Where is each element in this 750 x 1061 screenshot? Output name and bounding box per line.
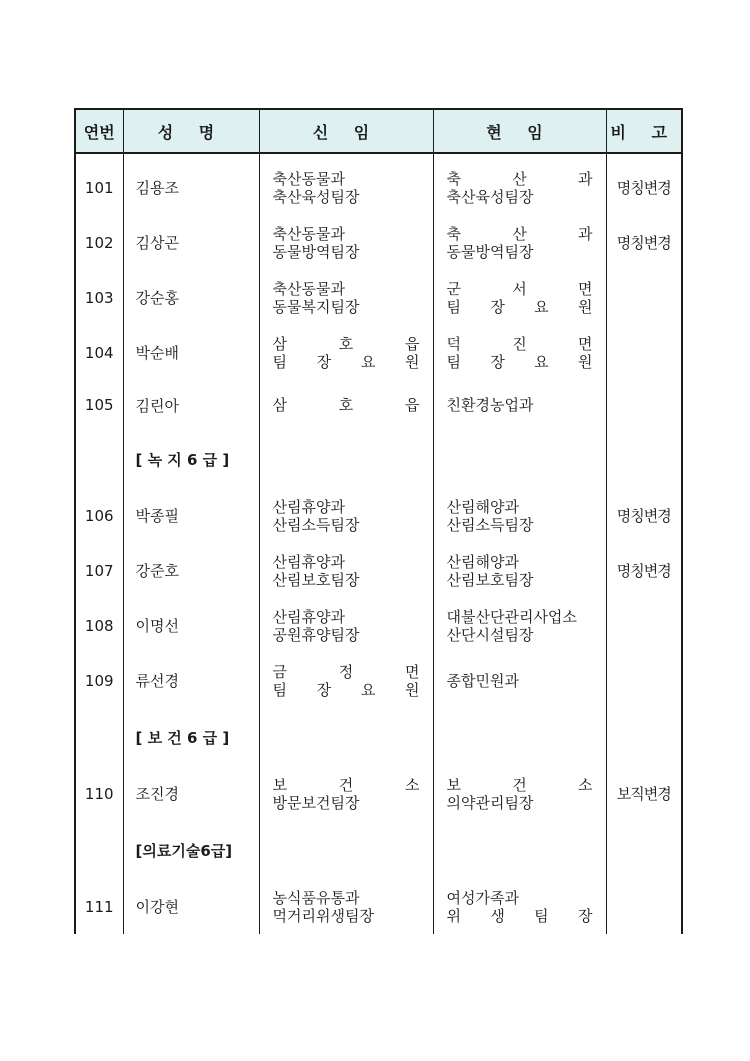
- table-row: [75, 160, 682, 215]
- row-number: 111: [75, 879, 123, 934]
- new-post-line: 축산동물과: [272, 169, 345, 188]
- new-post: [259, 879, 433, 934]
- row-number: 105: [75, 380, 123, 430]
- current-post-line: 의약관리팀장: [446, 793, 534, 812]
- current-post-line: 여성가족과: [446, 888, 519, 907]
- new-post-line: 산림소득팀장: [272, 515, 360, 534]
- new-post-line: 금 정 면: [272, 662, 420, 681]
- table-row: [75, 325, 682, 380]
- header-current-post: 현 임: [433, 109, 606, 153]
- current-post-line: 산단시설팀장: [446, 625, 534, 644]
- remark: [606, 879, 682, 934]
- header-no: 연번: [75, 109, 123, 153]
- new-post-line: 산림휴양과: [272, 607, 345, 626]
- personnel-table: [74, 108, 683, 934]
- remark: [606, 380, 682, 430]
- current-post-line: 동물방역팀장: [446, 242, 534, 261]
- current-post: [433, 325, 606, 380]
- new-post-line: 삼 호 읍: [272, 396, 420, 414]
- remark: 명칭변경: [606, 488, 682, 543]
- table-row: [75, 488, 682, 543]
- header-new-post: 신 임: [259, 109, 433, 153]
- current-post: [433, 270, 606, 325]
- row-number: 110: [75, 766, 123, 821]
- current-post-line: 대불산단관리사업소: [446, 607, 577, 626]
- new-post-line: 팀 장 요 원: [272, 680, 420, 699]
- current-post-line: 산림소득팀장: [446, 515, 534, 534]
- row-number: 108: [75, 598, 123, 653]
- new-post: [259, 598, 433, 653]
- person-name: 김상곤: [123, 215, 259, 270]
- section-label: [ 보 건 6 급 ]: [123, 708, 259, 766]
- new-post-line: 동물복지팀장: [272, 297, 360, 316]
- current-post-line: 팀 장 요 원: [446, 352, 593, 371]
- remark: 보직변경: [606, 766, 682, 821]
- new-post: [259, 543, 433, 598]
- person-name: 김용조: [123, 160, 259, 215]
- new-post-line: 농식품유통과: [272, 888, 360, 907]
- table-row: [75, 598, 682, 653]
- section-row: [75, 708, 682, 766]
- current-post: [433, 543, 606, 598]
- person-name: 박종필: [123, 488, 259, 543]
- person-name: 이명선: [123, 598, 259, 653]
- section-row: [75, 430, 682, 488]
- current-post-line: 덕 진 면: [446, 334, 593, 353]
- table-row: [75, 653, 682, 708]
- row-number: 107: [75, 543, 123, 598]
- person-name: 강순홍: [123, 270, 259, 325]
- person-name: 강준호: [123, 543, 259, 598]
- person-name: 이강현: [123, 879, 259, 934]
- row-number: 109: [75, 653, 123, 708]
- new-post-line: 팀 장 요 원: [272, 352, 420, 371]
- section-label: [의료기술6급]: [123, 821, 259, 879]
- new-post: [259, 653, 433, 708]
- new-post-line: 방문보건팀장: [272, 793, 360, 812]
- table-row: [75, 380, 682, 430]
- header-remarks: 비 고: [606, 109, 682, 153]
- header-row: [75, 109, 682, 153]
- section-label: [ 녹 지 6 급 ]: [123, 430, 259, 488]
- remark: 명칭변경: [606, 160, 682, 215]
- table-row: [75, 270, 682, 325]
- current-post-line: 보 건 소: [446, 775, 593, 794]
- new-post-line: 공원휴양팀장: [272, 625, 360, 644]
- new-post-line: 산림휴양과: [272, 552, 345, 571]
- new-post: [259, 160, 433, 215]
- remark: 명칭변경: [606, 543, 682, 598]
- current-post-line: 친환경농업과: [446, 396, 534, 414]
- current-post: [433, 598, 606, 653]
- current-post-line: 산림해양과: [446, 497, 519, 516]
- remark: 명칭변경: [606, 215, 682, 270]
- row-number: 102: [75, 215, 123, 270]
- new-post-line: 산림휴양과: [272, 497, 345, 516]
- new-post: [259, 215, 433, 270]
- current-post: [433, 488, 606, 543]
- person-name: 김린아: [123, 380, 259, 430]
- remark: [606, 598, 682, 653]
- current-post: [433, 160, 606, 215]
- remark: [606, 653, 682, 708]
- new-post: [259, 380, 433, 430]
- current-post-line: 군 서 면: [446, 279, 593, 298]
- table-row: [75, 215, 682, 270]
- row-number: 103: [75, 270, 123, 325]
- row-number: 104: [75, 325, 123, 380]
- new-post-line: 축산육성팀장: [272, 187, 360, 206]
- new-post: [259, 766, 433, 821]
- new-post-line: 보 건 소: [272, 775, 420, 794]
- table-row: [75, 879, 682, 934]
- section-row: [75, 821, 682, 879]
- current-post: [433, 215, 606, 270]
- new-post: [259, 270, 433, 325]
- new-post: [259, 488, 433, 543]
- current-post: [433, 879, 606, 934]
- spacer-row: [75, 153, 682, 160]
- table-row: [75, 766, 682, 821]
- current-post: [433, 380, 606, 430]
- new-post-line: 삼 호 읍: [272, 334, 420, 353]
- row-number: 106: [75, 488, 123, 543]
- person-name: 조진경: [123, 766, 259, 821]
- current-post-line: 축산육성팀장: [446, 187, 534, 206]
- table-body: [75, 153, 682, 934]
- new-post-line: 축산동물과: [272, 279, 345, 298]
- current-post-line: 산림해양과: [446, 552, 519, 571]
- header-name: 성 명: [123, 109, 259, 153]
- current-post-line: 축 산 과: [446, 169, 593, 188]
- new-post-line: 축산동물과: [272, 224, 345, 243]
- row-number: 101: [75, 160, 123, 215]
- new-post: [259, 325, 433, 380]
- remark: [606, 270, 682, 325]
- current-post: [433, 766, 606, 821]
- remark: [606, 325, 682, 380]
- current-post-line: 팀 장 요 원: [446, 297, 593, 316]
- new-post-line: 산림보호팀장: [272, 570, 360, 589]
- current-post-line: 산림보호팀장: [446, 570, 534, 589]
- table-row: [75, 543, 682, 598]
- new-post-line: 먹거리위생팀장: [272, 906, 374, 925]
- current-post-line: 위 생 팀 장: [446, 906, 593, 925]
- new-post-line: 동물방역팀장: [272, 242, 360, 261]
- person-name: 박순배: [123, 325, 259, 380]
- current-post-line: 축 산 과: [446, 224, 593, 243]
- person-name: 류선경: [123, 653, 259, 708]
- current-post-line: 종합민원과: [446, 671, 519, 690]
- current-post: [433, 653, 606, 708]
